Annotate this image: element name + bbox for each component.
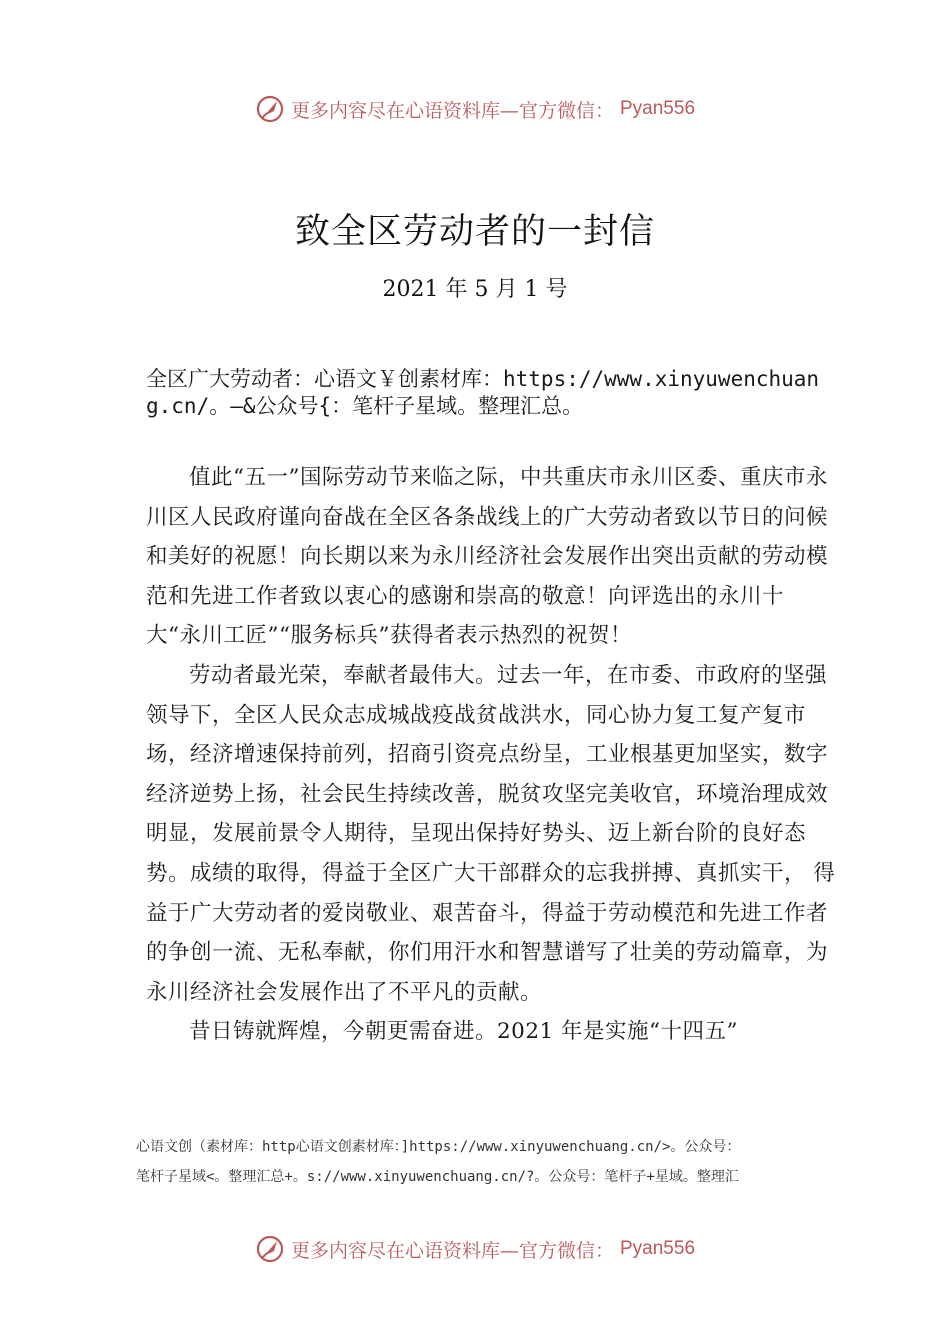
- salutation: 全区广大劳动者：心语文￥创素材库：https://www.xinyuwenchuang.cn/。—&公众号{：笔杆子星域。整理汇总。: [146, 367, 820, 418]
- paragraph-2: 劳动者最光荣，奉献者最伟大。过去一年，在市委、市政府的坚强领导下，全区人民众志成城战疫战贫战洪水，同心协力复工复产复市场，经济增速保持前列，招商引资亮点纷呈，工业根基更加坚实，数字经济逆势上扬，社会民生持续改善，脱贫攻坚完美收官，环境治理成效明显，发展前景令人期待，呈现出保持好势头、迈上新台阶的良好态势。成绩的取得，得益于全区广大干部群众的忘我拼搏、真抓实干， 得益于广大劳动者的爱岗敬业、艰苦奋斗，得益于劳动模范和先进工作者的争创一流、无私奉献，你们用汗水和智慧谱写了壮美的劳动篇章，为永川经济社会发展作出了不平凡的贡献。: [146, 662, 836, 1005]
- watermark-handle: Pyan556: [620, 1238, 696, 1259]
- footer-line-1: 心语文创（素材库：http心语文创素材库：]https://www.xinyuwenchuang.cn/>。公众号：: [136, 1139, 741, 1155]
- paragraph-3: 昔日铸就辉煌，今朝更需奋进。2021 年是实施“十四五”: [189, 1019, 739, 1045]
- quill-logo-icon: [255, 1234, 285, 1264]
- document-title: 致全区劳动者的一封信: [294, 212, 655, 252]
- page-footer: [136, 1132, 848, 1192]
- letter-body: [146, 458, 836, 1052]
- watermark-header: [0, 94, 950, 124]
- quill-logo-icon: [255, 94, 285, 124]
- watermark-text: 更多内容尽在心语资料库—官方微信：: [290, 99, 614, 122]
- footer-line-2: 笔杆子星域<。整理汇总+。s://www.xinyuwenchuang.cn/?。公众号：笔杆子+星域。整理汇: [136, 1169, 739, 1185]
- paragraph-1: 值此“五一”国际劳动节来临之际，中共重庆市永川区委、重庆市永川区人民政府谨向奋战在全区各条战线上的广大劳动者致以节日的问候和美好的祝愿！向长期以来为永川经济社会发展作出突出贡献的劳动模范和先进工作者致以衷心的感谢和崇高的敬意！向评选出的永川十大“永川工匠”“服务标兵”获得者表示热烈的祝贺！: [146, 465, 829, 649]
- watermark-footer: [0, 1234, 950, 1264]
- watermark-text: 更多内容尽在心语资料库—官方微信：: [290, 1239, 614, 1262]
- watermark-handle: Pyan556: [620, 98, 696, 119]
- document-date: 2021 年 5 月 1 号: [382, 277, 568, 302]
